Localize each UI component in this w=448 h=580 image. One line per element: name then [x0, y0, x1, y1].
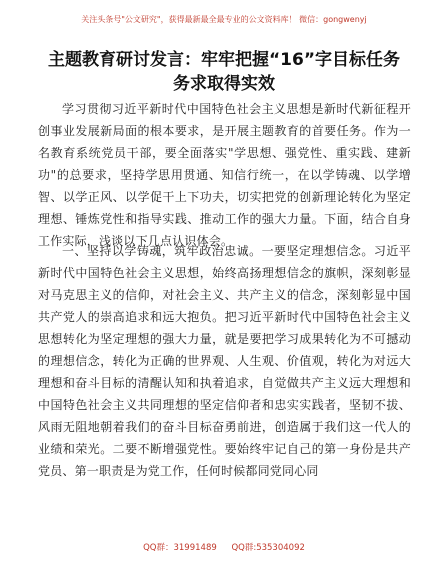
paragraph-section-one: 一、坚持以学铸魂，筑牢政治忠诚。一要坚定理想信念。习近平新时代中国特色社会主义思想，始终高扬理想信念的旗帜，深刻彰显对马克思主义的信仰，对社会主义、共产主义的信念，深刻彰显中国共产党人的崇高追求和远大抱负。把习近平新时代中国特色社会主义思想转化为坚定理想的强大力量，就是要把学习成果转化为不可撼动的理想信念，转化为正确的世界观、人生观、价值观，转化为对远大理想和奋斗目标的清醒认知和执着追求，自觉做共产主义远大理想和中国特色社会主义共同理想的坚定信仰者和忠实实践者，坚韧不拔、风雨无阻地朝着我们的奋斗目标奋勇前进，创造属于我们这一代人的业绩和荣光。二要不断增强党性。要始终牢记自己的第一身份是共产党员、第一职责是为党工作，任何时候都同党同心同: [38, 244, 411, 478]
footer-qq-group-2: QQ群:535304092: [231, 543, 305, 553]
footer: [0, 541, 448, 553]
footer-qq-group-1: QQ群：31991489: [143, 543, 217, 553]
header-banner: 关注头条号"公文研究"，获得最新最全最专业的公文资料库！ 微信：gongwenyj: [81, 15, 367, 24]
paragraph-intro: 学习贯彻习近平新时代中国特色社会主义思想是新时代新征程开创事业发展新局面的根本要求，是开展主题教育的首要任务。作为一名教育系统党员干部，要全面落实"学思想、强党性、重实践、建新功"的总要求，坚持学思用贯通、知信行统一，在以学铸魂、以学增智、以学正风、以学促干上下功夫，切实把党的创新理论转化为坚定理想、锤炼党性和指导实践、推动工作的强大力量。下面，结合自身工作实际，浅谈以下几点认识体会。: [38, 102, 411, 248]
document-title: 主题教育研讨发言：牢牢把握“16”字目标任务务求取得实效: [47, 50, 400, 94]
